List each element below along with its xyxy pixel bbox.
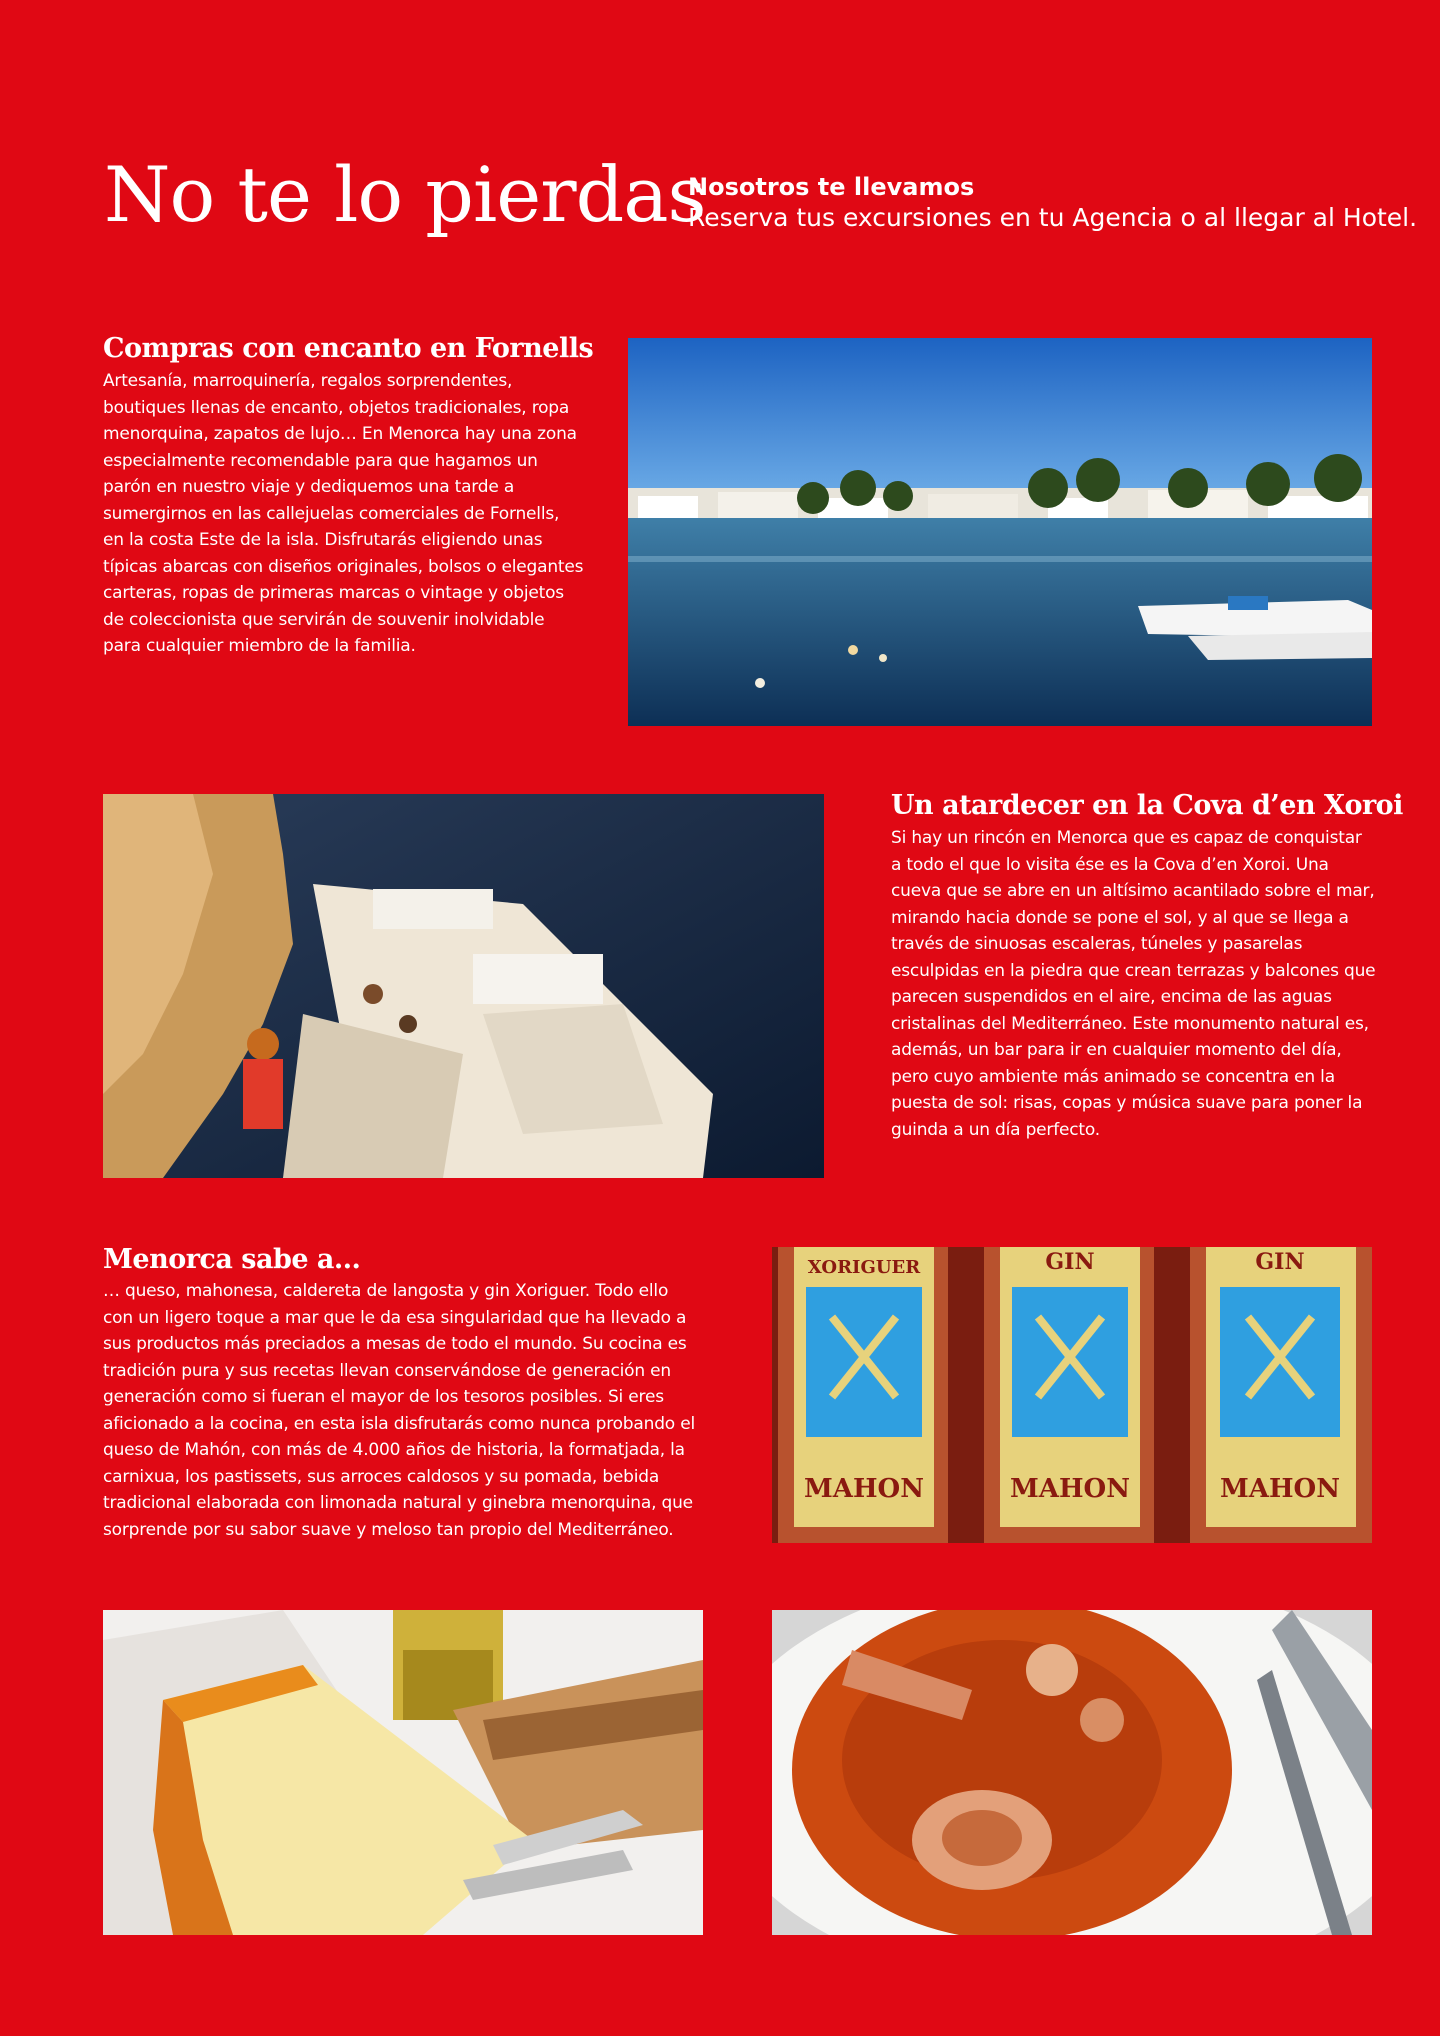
tagline-heading: Nosotros te llevamos [688, 173, 975, 201]
header-tagline [688, 172, 1418, 234]
gin-bottles-photo [772, 1247, 1372, 1543]
section-body-menorca: … queso, mahonesa, caldereta de langosta y gin Xoriguer. Todo ello con un ligero toque a mar que le da esa singularidad que ha llevado a sus productos más preciados a mesas de todo el mundo. Su cocina es tradición pura y sus recetas llevan conservándose de generación en generación como si fueran el mayor de los tesoros posibles. Si eres aficionado a la cocina, en esta isla disfrutarás como nunca probando el queso de Mahón, con más de 4.000 años de historia, la formatjada, la carnixua, los pastissets, sus arroces caldosos y su pomada, bebida tradicional elaborada con limonada natural y ginebra menorquina, que sorprende por su sabor suave y meloso tan propio del Mediterráneo. [103, 1281, 695, 1540]
mahon-cheese-photo [103, 1610, 703, 1935]
gin-label-city-1: MAHON [804, 1474, 924, 1504]
section-body-fornells: Artesanía, marroquinería, regalos sorprendentes, boutiques llenas de encanto, objetos tradicionales, ropa menorquina, zapatos de lujo… En Menorca hay una zona especialmente recomendable para que hagamos un parón en nuestro viaje y dediquemos una tarde a sumergirnos en las callejuelas comerciales de Fornells, en la costa Este de la isla. Disfrutarás eligiendo unas típicas abarcas con diseños originales, bolsos o elegantes carteras, ropas de primeras marcas o vintage y objetos de coleccionista que servirán de souvenir inolvidable para cualquier miembro de la familia. [103, 371, 584, 656]
page-title: No te lo pierdas [104, 150, 706, 239]
fornells-harbor-photo [628, 338, 1372, 726]
tagline-text: Reserva tus excursiones en tu Agencia o al llegar al Hotel. [688, 203, 1418, 232]
section-heading-fornells: Compras con encanto en Fornells [103, 333, 594, 364]
gin-label-city-2: MAHON [1010, 1474, 1130, 1504]
section-heading-cova: Un atardecer en la Cova d’en Xoroi [891, 790, 1403, 821]
gin-label-city-3: MAHON [1220, 1474, 1340, 1504]
section-heading-menorca: Menorca sabe a… [103, 1244, 361, 1275]
section-body-cova: Si hay un rincón en Menorca que es capaz de conquistar a todo el que lo visita ése es la Cova d’en Xoroi. Una cueva que se abre en un altísimo acantilado sobre el mar, mirando hacia donde se pone el sol, y al que se llega a través de sinuosas escaleras, túneles y pasarelas esculpidas en la piedra que crean terrazas y balcones que parecen suspendidos en el aire, encima de las aguas cristalinas del Mediterráneo. Este monumento natural es, además, un bar para ir en cualquier momento del día, pero cuyo ambiente más animado se concentra en la puesta de sol: risas, copas y música suave para poner la guinda a un día perfecto. [891, 828, 1376, 1140]
caldereta-langosta-photo [772, 1610, 1372, 1935]
gin-label-brand-3: GIN [1255, 1249, 1305, 1275]
cova-xoroi-photo [103, 794, 824, 1178]
gin-label-brand-2: GIN [1045, 1249, 1095, 1275]
gin-label-sub-1: XORIGUER [807, 1257, 921, 1278]
